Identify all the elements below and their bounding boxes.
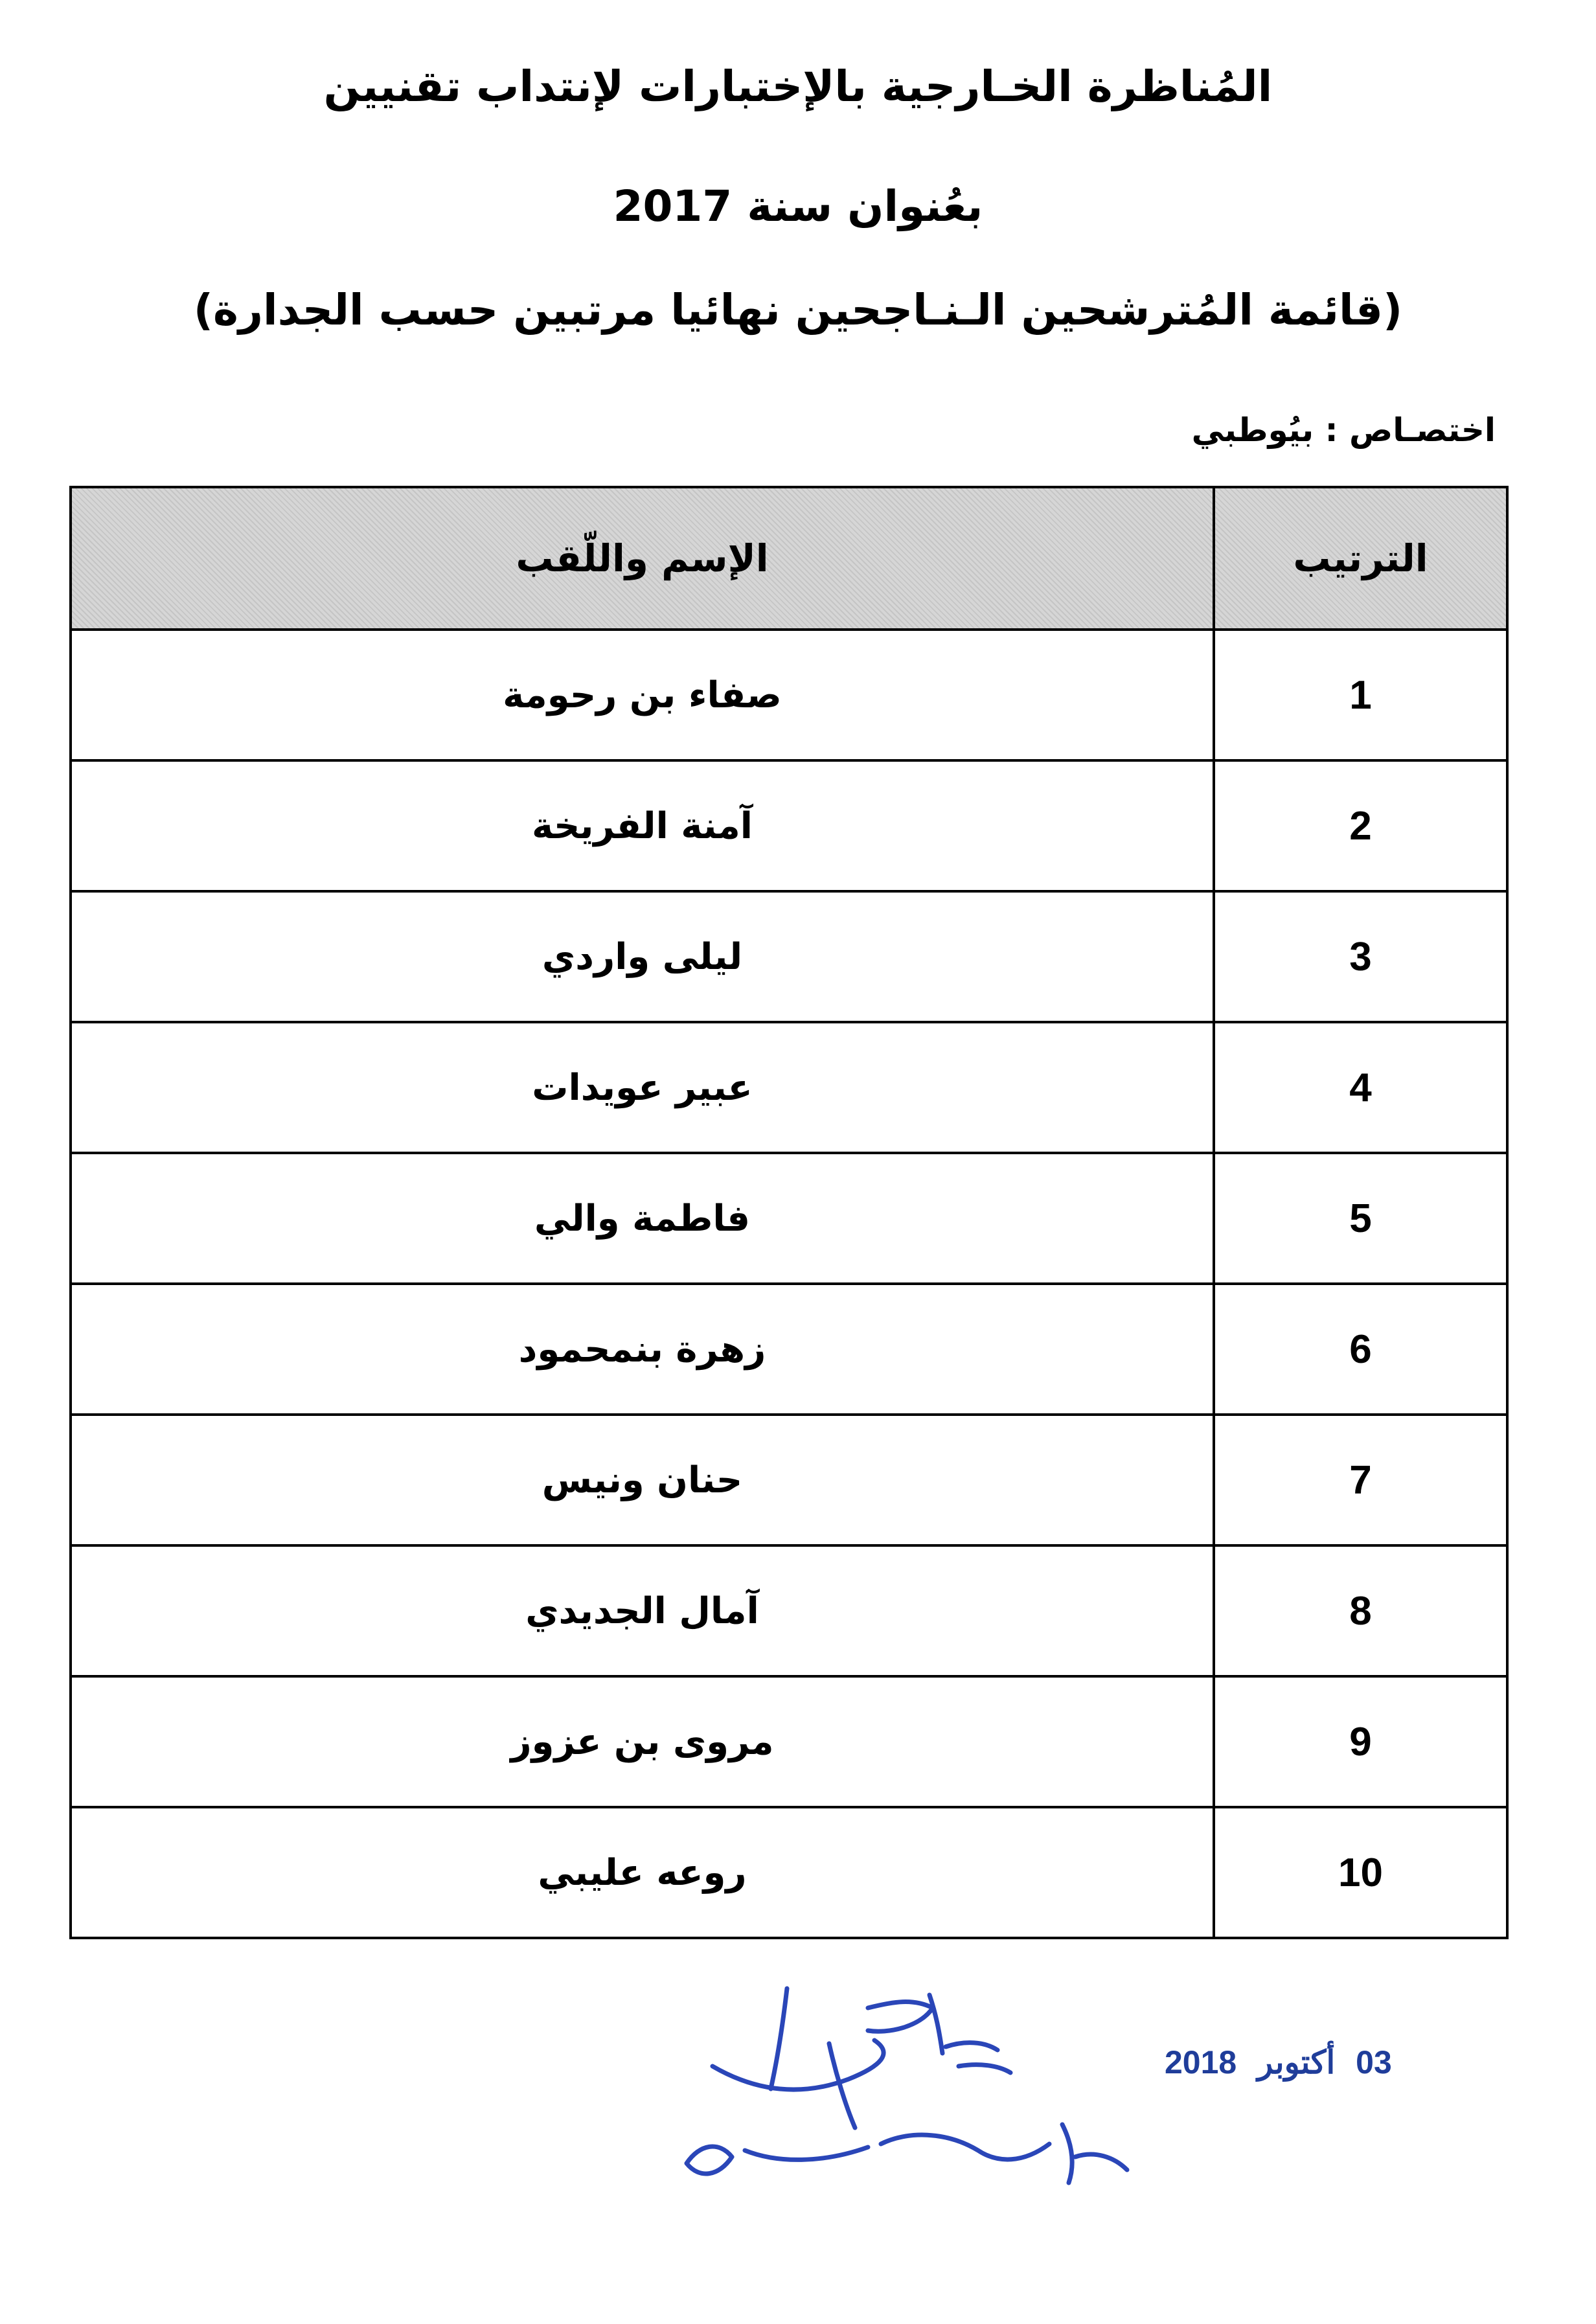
name-cell: صفاء بن رحومة [71, 630, 1214, 760]
signature-stroke [712, 2040, 884, 2090]
rank-cell: 2 [1214, 760, 1507, 891]
signature-stroke [929, 1995, 942, 2053]
name-cell: عبير عويدات [71, 1022, 1214, 1153]
rank-cell: 10 [1214, 1807, 1507, 1938]
name-cell: آمال الجديدي [71, 1545, 1214, 1676]
table-row [71, 1284, 1507, 1415]
name-cell: روعه عليبي [71, 1807, 1214, 1938]
stamp-month: أكتوبر [1257, 2044, 1336, 2080]
rank-cell: 5 [1214, 1153, 1507, 1284]
rank-cell: 1 [1214, 630, 1507, 760]
table-header-row [71, 487, 1507, 630]
signature-stroke [1075, 2154, 1127, 2170]
name-cell: حنان ونيس [71, 1415, 1214, 1545]
name-cell: آمنة الفريخة [71, 760, 1214, 891]
table-row [71, 1545, 1507, 1676]
rank-cell: 9 [1214, 1676, 1507, 1807]
rank-cell: 3 [1214, 891, 1507, 1022]
table-row [71, 760, 1507, 891]
rank-cell: 7 [1214, 1415, 1507, 1545]
signature-stroke [745, 2147, 868, 2159]
table-row [71, 1022, 1507, 1153]
name-cell: زهرة بنمحمود [71, 1284, 1214, 1415]
rank-cell: 8 [1214, 1545, 1507, 1676]
name-cell: ليلى واردي [71, 891, 1214, 1022]
signature-graphic [674, 1969, 1140, 2215]
signature-stroke [771, 1988, 787, 2089]
signature-stroke [881, 2135, 1049, 2159]
name-column-header: الإسم واللّقب [71, 487, 1214, 630]
results-table [69, 486, 1509, 1939]
document-subtitle: (قائمة المُترشحين الـنـاجحين نهائيا مرتبين حسب الجدارة) [193, 285, 1403, 335]
specialty-label: اختصـاص : [1325, 411, 1496, 449]
signature-stroke [946, 2043, 998, 2050]
name-cell: مروى بن عزوز [71, 1676, 1214, 1807]
table-row [71, 630, 1507, 760]
table-row [71, 1153, 1507, 1284]
date-stamp [1153, 2044, 1392, 2081]
rank-cell: 4 [1214, 1022, 1507, 1153]
document-year: بعُنوان سنة 2017 [613, 181, 983, 231]
specialty-line [1192, 411, 1496, 449]
document-title: المُناظرة الخـارجية بالإختبارات لإنتداب تقنيين [323, 62, 1273, 111]
signature-stroke [959, 2065, 1010, 2073]
signature-stroke [1062, 2125, 1072, 2183]
name-cell: فاطمة والي [71, 1153, 1214, 1284]
table-row [71, 1676, 1507, 1807]
table-row [71, 1807, 1507, 1938]
stamp-day: 03 [1356, 2044, 1392, 2080]
rank-column-header: الترتيب [1214, 487, 1507, 630]
signature-stroke [687, 2147, 732, 2174]
stamp-year: 2018 [1165, 2044, 1237, 2080]
table-row [71, 891, 1507, 1022]
specialty-value: بيُوطبي [1191, 411, 1314, 449]
signature-stroke [868, 2002, 933, 2032]
table-row [71, 1415, 1507, 1545]
rank-cell: 6 [1214, 1284, 1507, 1415]
